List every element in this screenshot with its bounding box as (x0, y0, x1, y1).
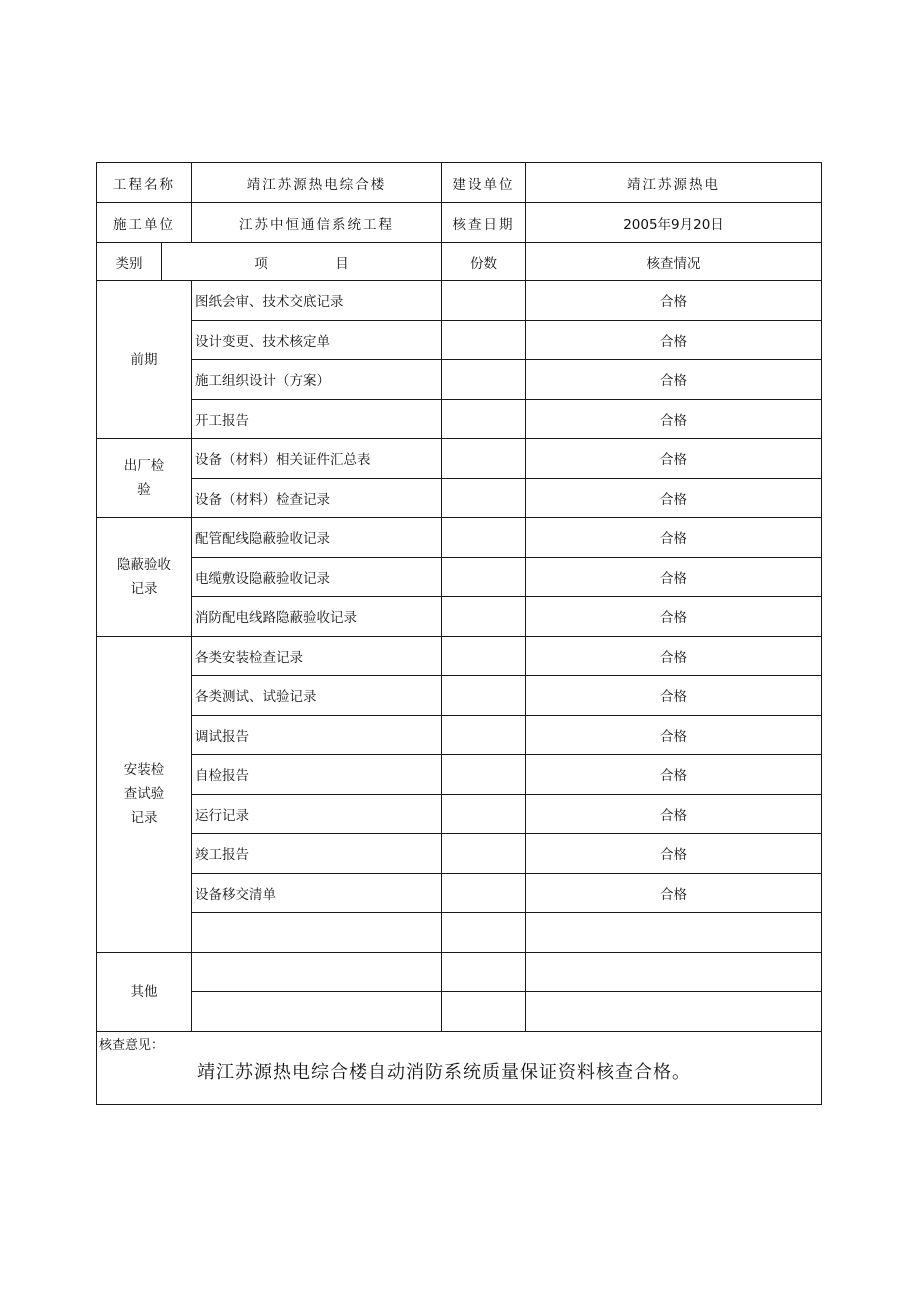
column-header-item: 项 目 (162, 243, 442, 281)
check-date-value: 2005年9月20日 (526, 203, 822, 243)
row-item: 开工报告 (192, 399, 442, 439)
project-name-label: 工程名称 (97, 163, 192, 203)
row-copies (442, 439, 526, 479)
contractor-value: 江苏中恒通信系统工程 (192, 203, 442, 243)
row-status: 合格 (526, 360, 822, 400)
opinion-label: 核查意见： (99, 1037, 165, 1053)
row-status: 合格 (526, 281, 822, 321)
row-item: 各类安装检查记录 (192, 636, 442, 676)
table-row (97, 755, 822, 795)
table-row (97, 597, 822, 637)
row-copies (442, 478, 526, 518)
row-item: 运行记录 (192, 794, 442, 834)
contractor-label: 施工单位 (97, 203, 192, 243)
row-status: 合格 (526, 439, 822, 479)
row-copies (442, 518, 526, 558)
column-header-category: 类别 (97, 243, 162, 281)
category-concealed-line1: 隐蔽验收 (117, 556, 171, 573)
row-status: 合格 (526, 557, 822, 597)
row-status: 合格 (526, 873, 822, 913)
row-status: 合格 (526, 399, 822, 439)
table-row (97, 715, 822, 755)
table-row (97, 676, 822, 716)
inspection-form (96, 162, 821, 1105)
project-name-value: 靖江苏源热电综合楼 (192, 163, 442, 203)
column-header-row (97, 243, 822, 281)
row-copies (442, 636, 526, 676)
row-item: 配管配线隐蔽验收记录 (192, 518, 442, 558)
row-item: 消防配电线路隐蔽验收记录 (192, 597, 442, 637)
row-status: 合格 (526, 636, 822, 676)
table-row-empty (97, 913, 822, 953)
row-item: 设计变更、技术核定单 (192, 320, 442, 360)
column-header-copies: 份数 (442, 243, 526, 281)
row-item: 设备移交清单 (192, 873, 442, 913)
row-copies (442, 834, 526, 874)
row-item: 各类测试、试验记录 (192, 676, 442, 716)
category-concealed-acceptance (97, 518, 192, 637)
row-item: 电缆敷设隐蔽验收记录 (192, 557, 442, 597)
table-row-empty (97, 952, 822, 992)
row-status: 合格 (526, 834, 822, 874)
row-copies (442, 597, 526, 637)
row-copies (442, 873, 526, 913)
builder-label: 建设单位 (442, 163, 526, 203)
category-factory-line1: 出厂检 (123, 458, 165, 474)
row-copies (442, 755, 526, 795)
table-row (97, 834, 822, 874)
category-concealed-line2: 记录 (130, 580, 158, 597)
table-row (97, 399, 822, 439)
table-row (97, 873, 822, 913)
category-preliminary-label: 前期 (130, 351, 158, 368)
table-row (97, 360, 822, 400)
row-item: 竣工报告 (192, 834, 442, 874)
row-item-empty (192, 913, 442, 953)
table-row (97, 439, 822, 479)
category-factory-inspection (97, 439, 192, 518)
row-item: 设备（材料）相关证件汇总表 (192, 439, 442, 479)
category-other-label: 其他 (130, 983, 158, 1000)
row-copies (442, 399, 526, 439)
row-item: 图纸会审、技术交底记录 (192, 281, 442, 321)
table-row (97, 320, 822, 360)
row-copies-empty (442, 992, 526, 1032)
row-copies (442, 281, 526, 321)
row-item: 设备（材料）检查记录 (192, 478, 442, 518)
category-installation-testing (97, 636, 192, 952)
table-row (97, 518, 822, 558)
row-copies (442, 360, 526, 400)
row-status: 合格 (526, 676, 822, 716)
row-item: 调试报告 (192, 715, 442, 755)
row-status: 合格 (526, 320, 822, 360)
table-row (97, 478, 822, 518)
row-copies (442, 794, 526, 834)
row-item: 自检报告 (192, 755, 442, 795)
row-item-empty (192, 952, 442, 992)
row-status-empty (526, 992, 822, 1032)
row-copies-empty (442, 913, 526, 953)
row-status: 合格 (526, 794, 822, 834)
category-install-line1: 安装检 (123, 762, 165, 778)
row-item-empty (192, 992, 442, 1032)
row-status: 合格 (526, 518, 822, 558)
category-preliminary (97, 281, 192, 439)
table-row (97, 794, 822, 834)
row-copies-empty (442, 952, 526, 992)
row-copies (442, 715, 526, 755)
row-copies (442, 320, 526, 360)
header-row-project (97, 163, 822, 203)
column-header-status: 核查情况 (526, 243, 822, 281)
row-status-empty (526, 952, 822, 992)
row-status: 合格 (526, 755, 822, 795)
row-status: 合格 (526, 715, 822, 755)
table-row (97, 636, 822, 676)
row-status: 合格 (526, 478, 822, 518)
row-copies (442, 676, 526, 716)
category-install-line2: 查试验 (123, 786, 165, 802)
check-date-label: 核查日期 (442, 203, 526, 243)
table-row-empty (97, 992, 822, 1032)
header-row-contractor (97, 203, 822, 243)
table-row (97, 557, 822, 597)
row-status-empty (526, 913, 822, 953)
row-status: 合格 (526, 597, 822, 637)
opinion-text: 靖江苏源热电综合楼自动消防系统质量保证资料核查合格。 (197, 1061, 691, 1083)
table-row (97, 281, 822, 321)
row-copies (442, 557, 526, 597)
opinion-cell (97, 1031, 822, 1104)
category-install-line3: 记录 (130, 810, 158, 826)
builder-value: 靖江苏源热电 (526, 163, 822, 203)
opinion-row (97, 1031, 822, 1104)
row-item: 施工组织设计（方案） (192, 360, 442, 400)
inspection-table (96, 162, 822, 1105)
category-other (97, 952, 192, 1031)
category-factory-line2: 验 (137, 482, 151, 498)
